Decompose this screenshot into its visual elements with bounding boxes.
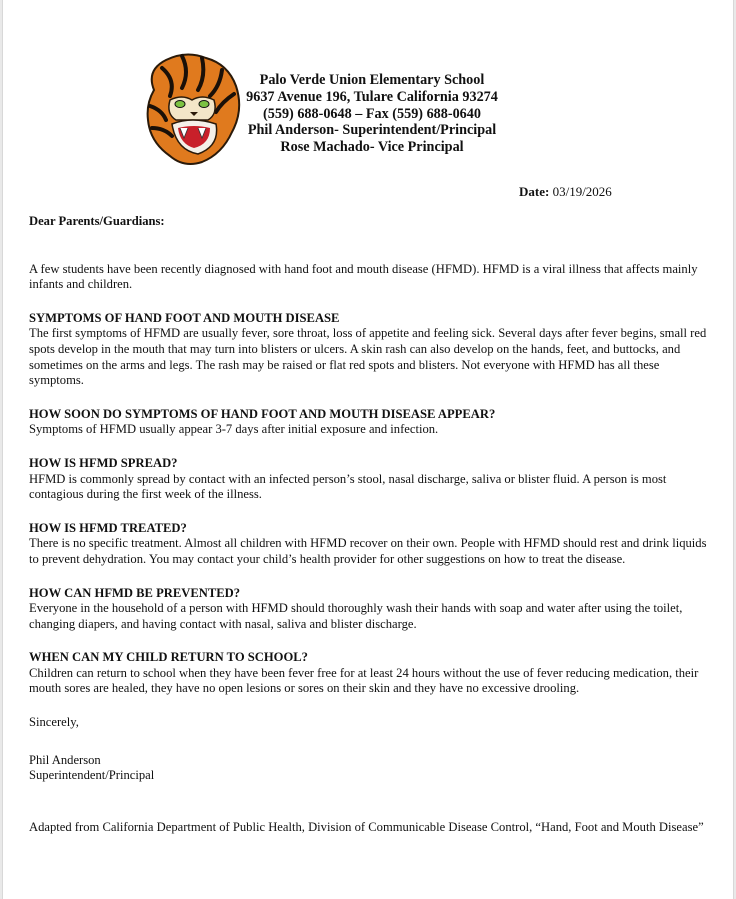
section-text: Everyone in the household of a person with HFMD should thoroughly wash their hands with soap and water after using the toilet, changing diapers, and having contact with nasal, saliva and blister discharge. (29, 601, 683, 631)
closing: Sincerely, (29, 715, 79, 730)
section-symptoms (29, 311, 709, 389)
section-text: There is no specific treatment. Almost all children with HFMD recover on their own. People with HFMD should rest and drink liquids to prevent dehydration. You may contact your child’s health provider for other suggestions on how to treat the disease. (29, 536, 707, 566)
date-label: Date: (519, 184, 550, 199)
section-onset (29, 407, 709, 438)
section-text: HFMD is commonly spread by contact with an infected person’s stool, nasal discharge, saliva or blister fluid. A person is most contagious during the first week of the illness. (29, 471, 667, 502)
section-treatment (29, 521, 709, 568)
section-heading: HOW IS HFMD SPREAD? (29, 455, 178, 470)
date-value: 03/19/2026 (552, 184, 612, 199)
section-text: Children can return to school when they have been fever free for at least 24 hours without the use of fever reducing medication, their mouth sores are healed, they have no open lesions or sores on their skin and they have no excessive drooling. (29, 665, 699, 696)
section-prevention (29, 586, 709, 633)
letterhead (231, 72, 513, 156)
letter-body (29, 214, 709, 835)
school-address: 9637 Avenue 196, Tulare California 93274 (246, 88, 498, 105)
signer-title: Superintendent/Principal (29, 768, 155, 783)
section-return (29, 650, 709, 697)
intro-paragraph: A few students have been recently diagnosed with hand foot and mouth disease (HFMD). HFMD is a viral illness that affects mainly infants and children. (29, 261, 698, 292)
signature-block (29, 753, 709, 784)
signer-name: Phil Anderson (29, 752, 101, 767)
vice-principal-line: Rose Machado- Vice Principal (280, 139, 464, 156)
section-heading: HOW IS HFMD TREATED? (29, 520, 187, 535)
section-heading: HOW SOON DO SYMPTOMS OF HAND FOOT AND MOUTH DISEASE APPEAR? (29, 406, 496, 421)
section-heading: SYMPTOMS OF HAND FOOT AND MOUTH DISEASE (29, 310, 340, 325)
section-text: The first symptoms of HFMD are usually fever, sore throat, loss of appetite and feeling sick. Several days after fever begins, small red spots develop in the mouth that may turn into blisters or ulcers. A skin rash can also develop on the hands, feet, and buttocks, and sometimes on the arms and legs. The rash may be raised or flat red spots and blisters. Not everyone with HFMD has all these symptoms. (29, 326, 707, 388)
school-phone: (559) 688-0648 – Fax (559) 688-0640 (263, 105, 481, 122)
school-name: Palo Verde Union Elementary School (259, 72, 485, 88)
section-heading: WHEN CAN MY CHILD RETURN TO SCHOOL? (29, 650, 308, 665)
section-text: Symptoms of HFMD usually appear 3-7 days after initial exposure and infection. (29, 422, 439, 437)
section-spread (29, 456, 709, 503)
source-footer: Adapted from California Department of Public Health, Division of Communicable Disease Control, “Hand, Foot and Mouth Disease” (29, 819, 704, 834)
principal-line: Phil Anderson- Superintendent/Principal (247, 122, 497, 139)
letter-page (2, 0, 734, 899)
section-heading: HOW CAN HFMD BE PREVENTED? (29, 585, 241, 600)
salutation: Dear Parents/Guardians: (29, 214, 165, 228)
letter-date (519, 184, 612, 200)
